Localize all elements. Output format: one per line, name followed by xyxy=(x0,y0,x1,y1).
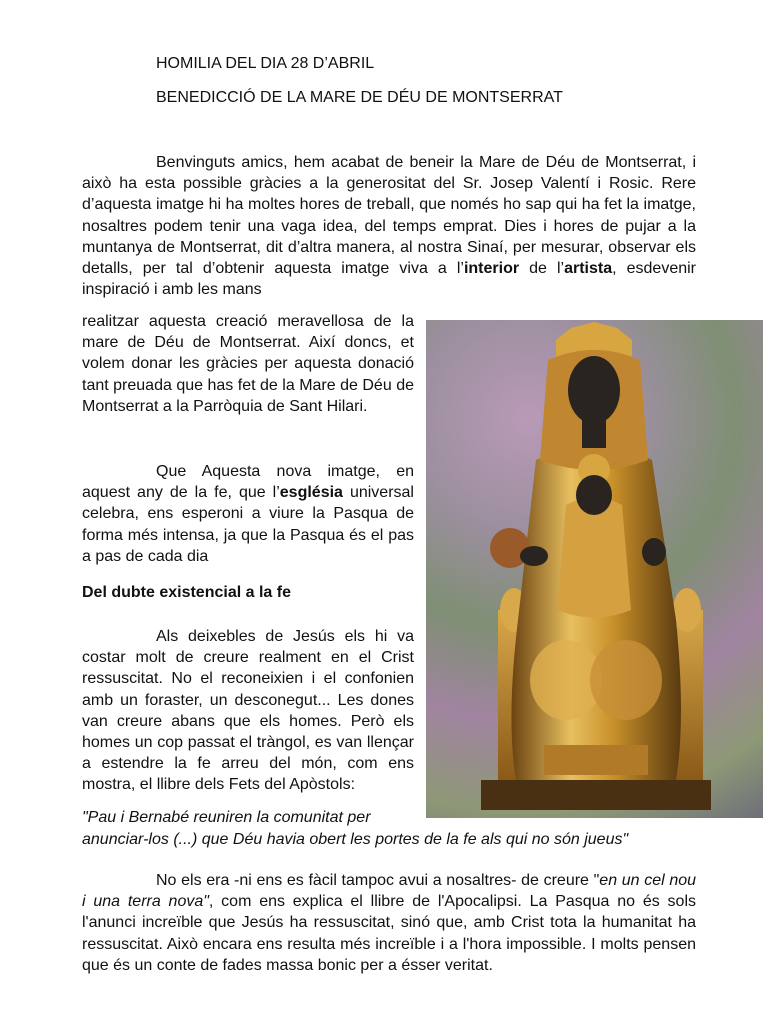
section-heading: Del dubte existencial a la fe xyxy=(82,584,291,601)
paragraph-easter: No els era -ni ens es fàcil tampoc avui a nosaltres- de creure "en un cel nou i una terra nova", com ens explica el llibre de l'Apocalipsi. La Pasqua no és sols l'anunci increïble que Jesús ha ressuscitat, sinó que, amb Crist tota la humanitat ha ressuscitat. Això encara ens resulta més increïble i a l'hora impossible. I molts pensen que és un conte de fades massa bonic per a ésser veritat. xyxy=(82,872,697,974)
quote-line-2: anunciar-los (...) que Déu havia obert les portes de la fe als qui no són jueus" xyxy=(82,831,629,848)
paragraph-new-image: Que Aquesta nova imatge, en aquest any de la fe, que l’església universal celebra, ens esperoni a viure la Pasqua de forma més intensa, ja que la Pasqua és el pas a pas de cada dia xyxy=(82,463,414,565)
statue-base xyxy=(481,780,711,810)
child-body xyxy=(557,498,631,618)
madonna-statue-illustration xyxy=(426,320,763,818)
madonna-statue-photo xyxy=(426,320,763,818)
madonna-face xyxy=(568,356,620,424)
child-face xyxy=(576,475,612,515)
paragraph-intro-continued: realitzar aquesta creació meravellosa de la mare de Déu de Montserrat. Així doncs, et volem donar les gràcies per aquesta donació tant preuada que has fet de la Mare de Déu de Montserrat a la Parròquia de Sant Hilari. xyxy=(82,313,414,415)
quote-line-1: "Pau i Bernabé reuniren la comunitat per xyxy=(82,809,371,826)
homily-title: HOMILIA DEL DIA 28 D’ABRIL xyxy=(156,55,375,72)
paragraph-disciples: Als deixebles de Jesús els hi va costar molt de creure realment en el Crist ressuscitat. No el reconeixien i el confonien amb un foraster, un desconegut... Les dones van creure abans que els homes. Però els homes un cop passat el tràngol, es van llençar a estendre la fe arreu del món, com ens mostra, el llibre dels Fets del Apòstols: xyxy=(82,628,414,794)
paragraph-intro: Benvinguts amics, hem acabat de beneir la Mare de Déu de Montserrat, i això ha esta possible gràcies a la generositat del Sr. Josep Valentí i Rosic. Rere d’aquesta imatge hi ha moltes hores de treball, que només ho sap qui ha fet la imatge, nosaltres podem tenir una vaga idea, del temps emprat. Dies i hores de pujar a la muntanya de Montserrat, dit d’altra manera, al nostra Sinaí, per mesurar, observar els detalls, per tal d’obtenir aquesta imatge viva a l’interior de l’artista, esdevenir inspiració i amb les mans xyxy=(82,154,696,299)
homily-subtitle: BENEDICCIÓ DE LA MARE DE DÉU DE MONTSERRAT xyxy=(156,89,563,106)
